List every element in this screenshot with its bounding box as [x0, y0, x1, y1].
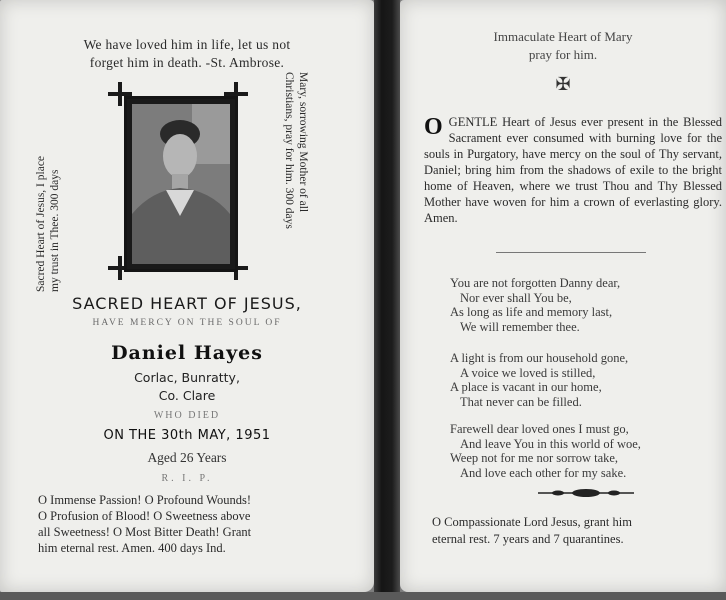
closing-prayer-left: O Immense Passion! O Profound Wounds! O Profusion of Blood! O Sweetness above all Sweetness! O Most Bitter Death! Grant him eternal rest. Amen. 400 days Ind. — [38, 493, 252, 555]
who-died-line: WHO DIED — [153, 410, 221, 421]
memorial-card-right — [400, 0, 726, 592]
side-prayer-right: Mary, sorrowing Mother of all Christians, pray for him. 300 days — [283, 72, 309, 229]
closing-prayer-right: O Compassionate Lord Jesus, grant him eternal rest. 7 years and 7 quarantines. — [432, 515, 632, 546]
immaculate-heart-header: Immaculate Heart of Mary pray for him. — [493, 29, 633, 62]
portrait-photo — [132, 104, 230, 264]
book-gutter — [374, 0, 400, 600]
poem-stanza: Farewell dear loved ones I must go, And leave You in this world of woe, Weep not for me nor sorrow take, And love each other for my sake. — [450, 422, 641, 480]
portrait-figure-icon — [132, 104, 230, 264]
prayer-dropcap: O — [424, 114, 443, 140]
sacred-heart-heading: SACRED HEART OF JESUS, — [72, 294, 302, 313]
top-verse: We have loved him in life, let us not forget him in death. -St. Ambrose. — [83, 37, 291, 70]
page-shadow — [0, 592, 726, 600]
death-date: ON THE 30th MAY, 1951 — [103, 428, 271, 443]
rip-line: R. I. P. — [161, 473, 213, 484]
sacred-heart-prayer — [424, 114, 722, 226]
have-mercy-line: HAVE MERCY ON THE SOUL OF — [92, 318, 282, 328]
poem-stanza: You are not forgotten Danny dear, Nor ever shall You be, As long as life and memory last, We will remember thee. — [450, 276, 621, 334]
side-prayer-left: Sacred Heart of Jesus, I place my trust in Thee. 300 days — [35, 155, 61, 292]
address-line: Co. Clare — [158, 388, 216, 403]
divider-line — [496, 252, 646, 253]
portrait-frame — [124, 96, 238, 272]
poem-stanza: A light is from our household gone, A voice we loved is stilled, A place is vacant in our home, That never can be filled. — [450, 351, 629, 409]
prayer-body: GENTLE Heart of Jesus ever present in the Blessed Sacrament ever consumed with burning love for the souls in Purgatory, have mercy on the soul of Thy servant, Daniel; bring him from the shadows of exile to the bright home of Heaven, where we trust Thou and Thy Blessed Mother have woven for him a crown of everlasting glory. Amen. — [424, 115, 722, 225]
deceased-name: Daniel Hayes — [111, 342, 263, 364]
address-line: Corlac, Bunratty, — [134, 370, 240, 385]
age-line: Aged 26 Years — [147, 450, 227, 465]
ornament-divider-icon — [538, 486, 634, 500]
maltese-cross-icon: ✠ — [555, 74, 571, 94]
